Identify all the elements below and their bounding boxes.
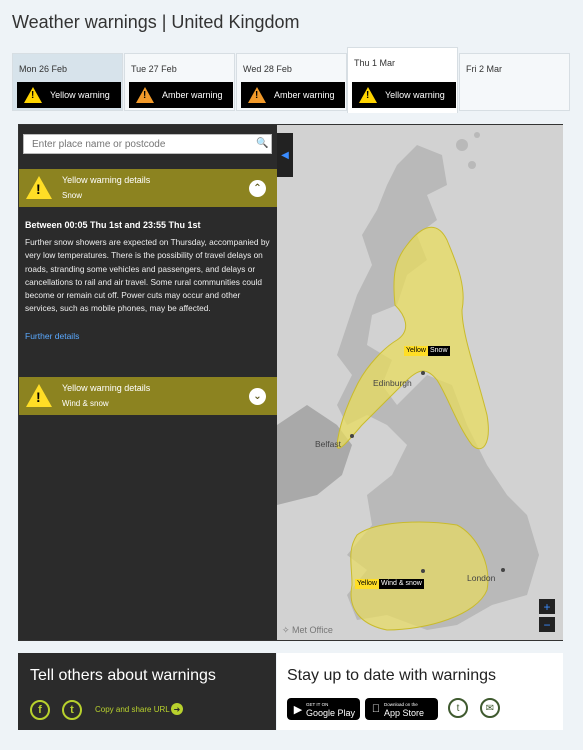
twitter-icon[interactable]: t xyxy=(62,700,82,720)
warning-badge xyxy=(129,82,233,108)
warning-badge-label: Amber warning xyxy=(162,90,223,100)
met-office-logo: ✧ Met Office xyxy=(282,625,333,635)
app-store-button[interactable] xyxy=(365,698,438,720)
email-icon[interactable]: ✉ xyxy=(480,698,500,718)
copy-url-link[interactable]: Copy and share URL xyxy=(95,705,170,714)
tab-date: Wed 28 Feb xyxy=(243,64,292,74)
tag-type: Wind & snow xyxy=(380,580,422,587)
warning-badge xyxy=(17,82,121,108)
warning-triangle-icon xyxy=(26,384,52,407)
warning-triangle-icon xyxy=(24,87,42,103)
accordion-yellow-snow[interactable] xyxy=(19,169,277,207)
tab-wed-28-feb[interactable] xyxy=(236,53,347,111)
warning-badge-label: Yellow warning xyxy=(385,90,445,100)
search-icon[interactable]: 🔍 xyxy=(256,138,269,149)
apple-icon xyxy=(368,703,384,715)
warning-map[interactable] xyxy=(277,125,563,640)
facebook-icon[interactable]: f xyxy=(30,700,50,720)
arrow-right-icon[interactable]: ➜ xyxy=(171,703,183,715)
store-small-text: GET IT ON xyxy=(306,702,329,707)
google-play-icon: ▶ xyxy=(293,703,303,716)
tag-type: Snow xyxy=(429,347,448,354)
stay-updated-panel xyxy=(277,653,563,730)
further-details-link[interactable]: Further details xyxy=(25,331,80,341)
map-label-belfast: Belfast xyxy=(315,439,341,449)
uk-map-graphic xyxy=(277,125,563,640)
warnings-sidebar xyxy=(19,125,277,640)
warning-badge xyxy=(352,82,456,108)
tab-tue-27-feb[interactable] xyxy=(124,53,235,111)
tab-date: Thu 1 Mar xyxy=(354,58,396,68)
stay-title: Stay up to date with warnings xyxy=(287,667,497,684)
zoom-out-button[interactable]: − xyxy=(539,617,555,632)
store-big-text: Google Play xyxy=(306,708,356,718)
zoom-in-button[interactable]: + xyxy=(539,599,555,614)
page-title: Weather warnings | United Kingdom xyxy=(12,12,300,32)
tab-date: Fri 2 Mar xyxy=(466,64,502,74)
accordion-title: Yellow warning details xyxy=(62,383,151,393)
google-play-button[interactable] xyxy=(287,698,360,720)
store-big-text: App Store xyxy=(384,708,425,718)
accordion-type: Snow xyxy=(62,191,83,200)
accordion-type: Wind & snow xyxy=(62,399,109,408)
map-label-edinburgh: Edinburgh xyxy=(373,378,412,388)
warning-badge-label: Amber warning xyxy=(274,90,335,100)
share-title: Tell others about warnings xyxy=(30,667,216,684)
warning-triangle-icon xyxy=(248,87,266,103)
warning-description: Further snow showers are expected on Thursday, accompanied by very low temperatures. There is the possibility of travel delays on roads, stranding some vehicles and passengers, and delays or cancellations to rail and air travel. Some rural communities could become or remain cut off. Power cuts may occur and other services, such as mobile phones, may be affected. xyxy=(25,237,270,314)
store-small-text: Download on the xyxy=(384,702,418,707)
warning-badge-label: Yellow warning xyxy=(50,90,110,100)
tab-date: Mon 26 Feb xyxy=(19,64,68,74)
tag-level: Yellow xyxy=(406,347,426,354)
search-input[interactable] xyxy=(23,134,272,154)
share-panel xyxy=(18,653,276,730)
tab-mon-26-feb[interactable] xyxy=(12,53,123,111)
accordion-title: Yellow warning details xyxy=(62,175,151,185)
map-label-london: London xyxy=(467,573,496,583)
warning-triangle-icon xyxy=(26,176,52,199)
warning-triangle-icon xyxy=(359,87,377,103)
day-tabs xyxy=(12,53,570,113)
chevron-left-icon: ◀ xyxy=(281,149,289,161)
warning-triangle-icon xyxy=(136,87,154,103)
accordion-yellow-wind-snow[interactable] xyxy=(19,377,277,415)
tab-fri-2-mar[interactable] xyxy=(459,53,570,111)
warning-badge xyxy=(241,82,345,108)
twitter-follow-icon[interactable]: t xyxy=(448,698,468,718)
tag-level: Yellow xyxy=(357,580,377,587)
tab-date: Tue 27 Feb xyxy=(131,64,177,74)
logo-text: Met Office xyxy=(292,625,333,635)
chevron-up-icon[interactable]: ⌃ xyxy=(249,180,266,197)
tab-thu-1-mar[interactable] xyxy=(347,47,458,113)
map-tag-snow[interactable] xyxy=(404,346,450,356)
map-tag-wind-snow[interactable] xyxy=(355,579,424,589)
collapse-sidebar-button[interactable] xyxy=(277,133,293,177)
warning-time: Between 00:05 Thu 1st and 23:55 Thu 1st xyxy=(25,220,201,230)
chevron-down-icon[interactable]: ⌄ xyxy=(249,388,266,405)
warnings-panel xyxy=(18,124,563,641)
